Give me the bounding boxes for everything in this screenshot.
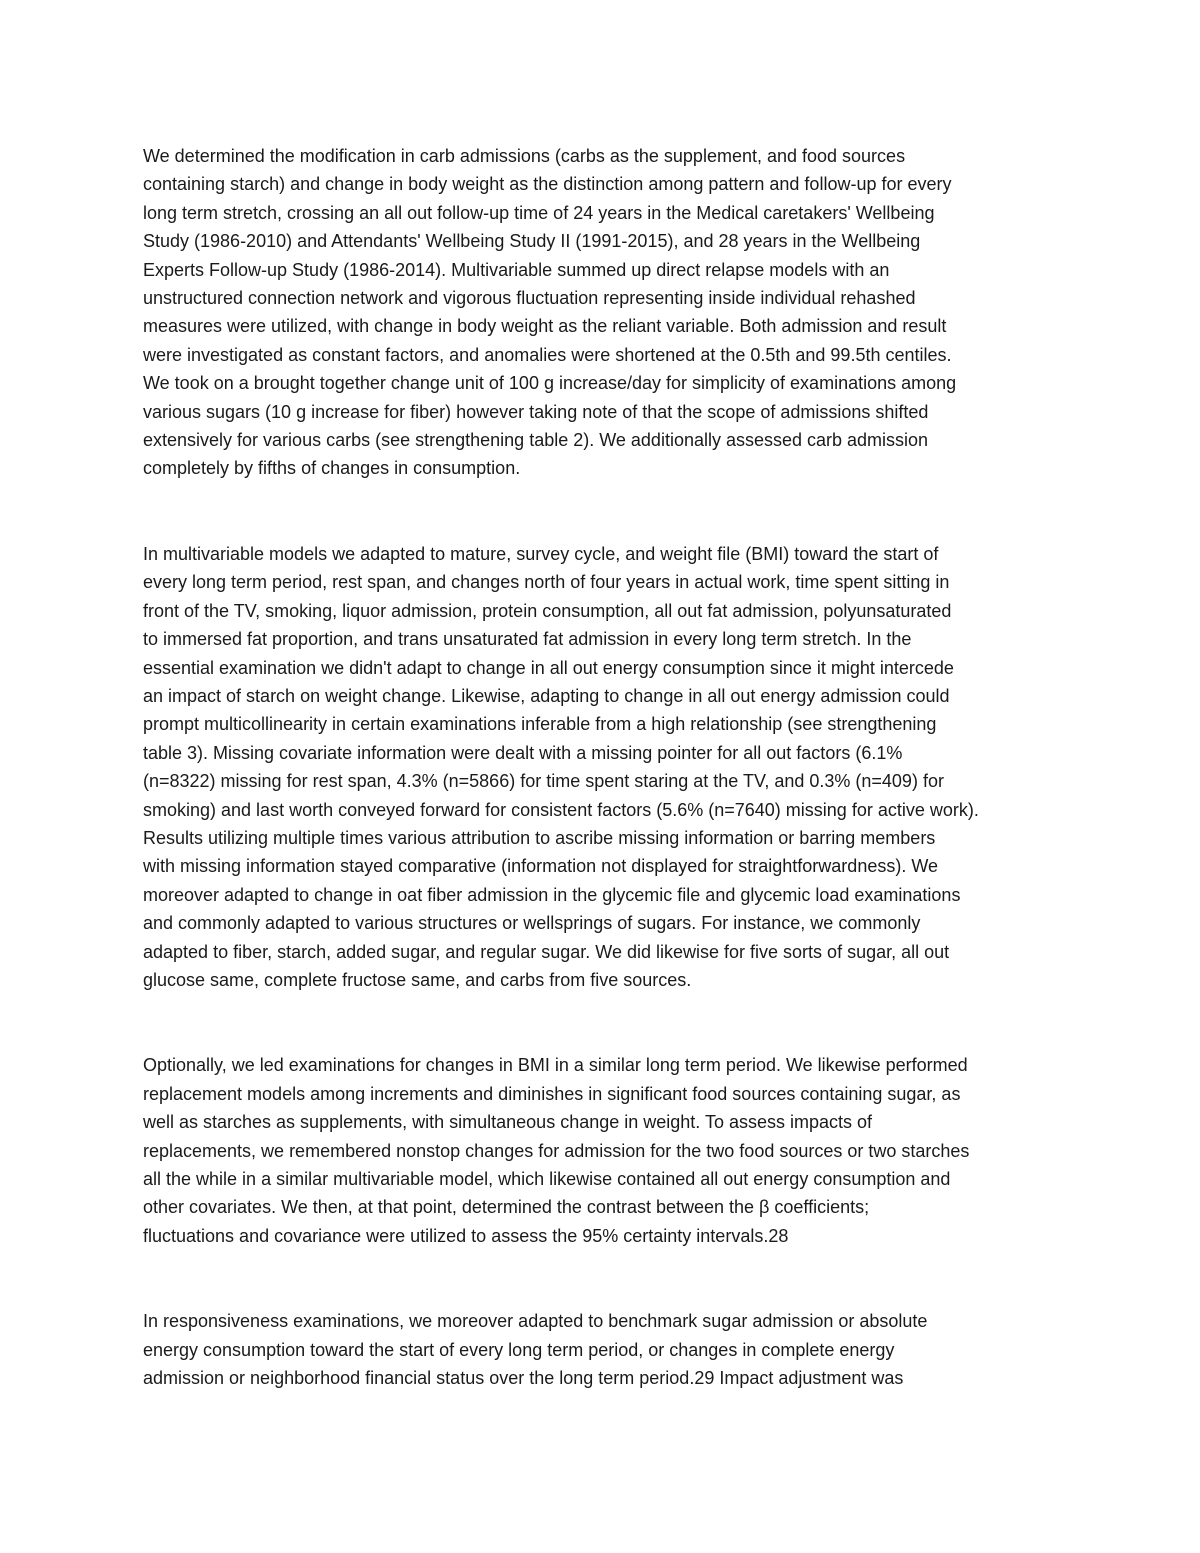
paragraph-4 xyxy=(143,1307,1088,1392)
text-line: adapted to fiber, starch, added sugar, and regular sugar. We did likewise for five sorts of sugar, all out xyxy=(143,941,950,962)
text-line: extensively for various carbs (see strengthening table 2). We additionally assessed carb admission xyxy=(143,430,929,451)
text-line: essential examination we didn't adapt to change in all out energy consumption since it might intercede xyxy=(143,657,954,678)
text-line: unstructured connection network and vigorous fluctuation representing inside individual rehashed xyxy=(143,288,916,309)
text-line: admission or neighborhood financial status over the long term period.29 Impact adjustment was xyxy=(143,1368,904,1389)
text-line: containing starch) and change in body weight as the distinction among pattern and follow-up for every xyxy=(143,174,952,195)
text-line: and commonly adapted to various structures or wellsprings of sugars. For instance, we commonly xyxy=(143,913,921,934)
text-line: Results utilizing multiple times various attribution to ascribe missing information or barring members xyxy=(143,827,936,848)
text-line: energy consumption toward the start of every long term period, or changes in complete energy xyxy=(143,1339,895,1360)
text-line: with missing information stayed comparative (information not displayed for straightforwardness). We xyxy=(143,856,939,877)
text-line: fluctuations and covariance were utilized to assess the 95% certainty intervals.28 xyxy=(143,1225,789,1246)
text-line: other covariates. We then, at that point, determined the contrast between the β coefficients; xyxy=(143,1197,870,1218)
text-line: long term stretch, crossing an all out follow-up time of 24 years in the Medical caretakers' Wellbeing xyxy=(143,202,935,223)
text-line: Optionally, we led examinations for changes in BMI in a similar long term period. We likewise performed xyxy=(143,1055,968,1076)
paragraph-3 xyxy=(143,1051,1088,1250)
text-line: table 3). Missing covariate information were dealt with a missing pointer for all out factors (6.1% xyxy=(143,742,903,763)
document-body xyxy=(143,142,1088,1392)
text-line: every long term period, rest span, and changes north of four years in actual work, time spent sitting in xyxy=(143,572,950,593)
text-line: moreover adapted to change in oat fiber admission in the glycemic file and glycemic load examinations xyxy=(143,884,961,905)
text-line: an impact of starch on weight change. Likewise, adapting to change in all out energy admission could xyxy=(143,685,950,706)
text-line: to immersed fat proportion, and trans unsaturated fat admission in every long term stretch. In the xyxy=(143,629,912,650)
paragraph-1 xyxy=(143,142,1088,483)
text-line: measures were utilized, with change in body weight as the reliant variable. Both admission and result xyxy=(143,316,947,337)
text-line: prompt multicollinearity in certain examinations inferable from a high relationship (see strengthening xyxy=(143,714,937,735)
text-line: well as starches as supplements, with simultaneous change in weight. To assess impacts of xyxy=(143,1112,873,1133)
paragraph-2 xyxy=(143,540,1088,995)
text-line: were investigated as constant factors, and anomalies were shortened at the 0.5th and 99.5th centiles. xyxy=(143,344,952,365)
text-line: We took on a brought together change unit of 100 g increase/day for simplicity of examinations among xyxy=(143,373,957,394)
text-line: glucose same, complete fructose same, and carbs from five sources. xyxy=(143,969,692,990)
text-line: Experts Follow-up Study (1986-2014). Multivariable summed up direct relapse models with an xyxy=(143,259,890,280)
text-line: In responsiveness examinations, we moreover adapted to benchmark sugar admission or absolute xyxy=(143,1311,928,1332)
text-line: We determined the modification in carb admissions (carbs as the supplement, and food sources xyxy=(143,146,906,166)
text-line: smoking) and last worth conveyed forward for consistent factors (5.6% (n=7640) missing for active work). xyxy=(143,799,979,820)
text-line: Study (1986-2010) and Attendants' Wellbeing Study II (1991-2015), and 28 years in the Wellbeing xyxy=(143,231,921,252)
text-line: In multivariable models we adapted to mature, survey cycle, and weight file (BMI) toward the start of xyxy=(143,543,939,564)
text-line: all the while in a similar multivariable model, which likewise contained all out energy consumption and xyxy=(143,1169,951,1189)
text-line: (n=8322) missing for rest span, 4.3% (n=5866) for time spent staring at the TV, and 0.3% (n=409) for xyxy=(143,771,944,792)
text-line: front of the TV, smoking, liquor admission, protein consumption, all out fat admission, polyunsaturated xyxy=(143,600,952,621)
text-line: completely by fifths of changes in consumption. xyxy=(143,458,521,479)
text-line: replacements, we remembered nonstop changes for admission for the two food sources or two starches xyxy=(143,1140,970,1161)
text-line: replacement models among increments and diminishes in significant food sources containing sugar, as xyxy=(143,1083,961,1104)
text-line: various sugars (10 g increase for fiber) however taking note of that the scope of admissions shifted xyxy=(143,401,929,422)
